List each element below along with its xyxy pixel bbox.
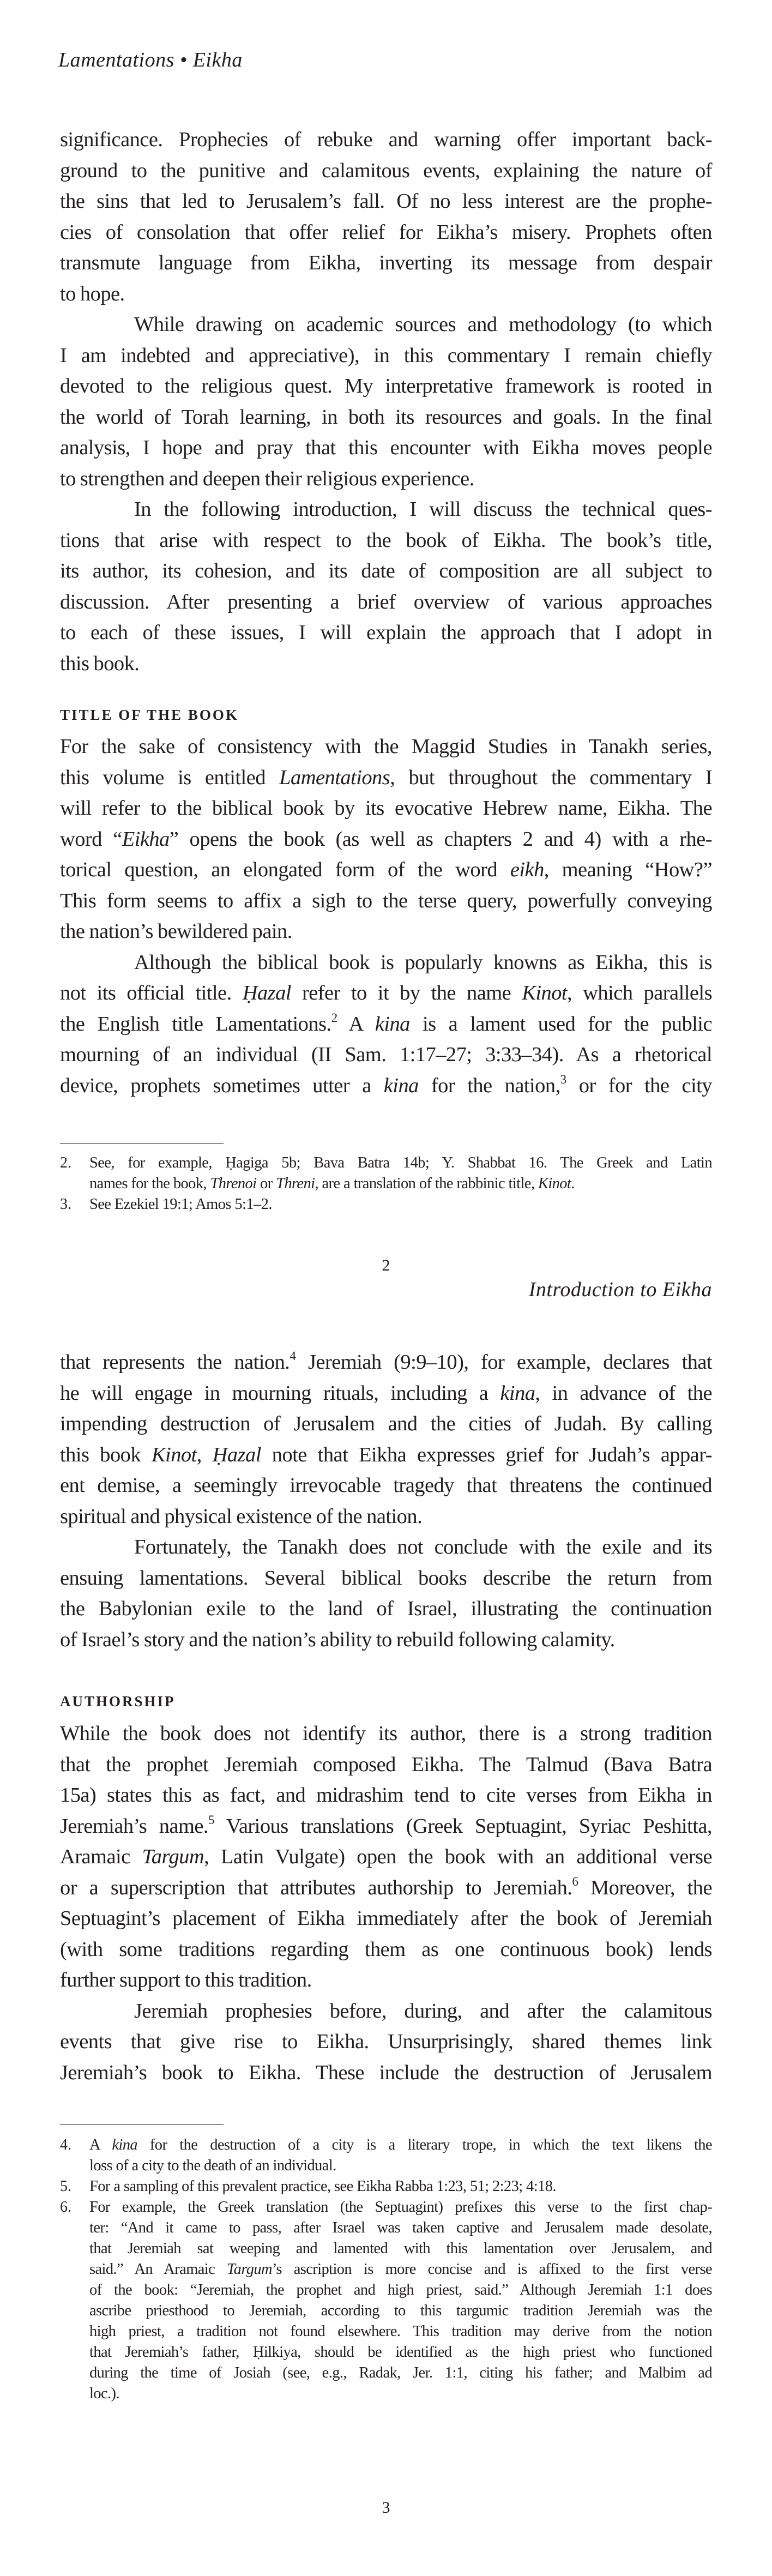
footnote-divider [60,1143,224,1144]
italic-term: kina [383,1074,419,1097]
text-line: that represents the nation.$^4$ Jeremiah (9:9–10), for example, declares that [60,1349,713,1374]
footnote-line: of the book: “Jeremiah, the prophet and high priest, said.” Although Jeremiah 1:1 does [89,2282,712,2298]
italic-term: Kinot [151,1443,197,1466]
footnote-line: said.” An Aramaic Targum’s ascription is more concise and is affixed to the first verse [89,2261,712,2278]
footnote-line: See Ezekiel 19:1; Amos 5:1–2. [89,1196,272,1213]
text-line: this book Kinot, Ḥazal note that Eikha expresses grief for Judah’s appar- [60,1443,712,1466]
text-line: this volume is entitled Lamentations, but throughout the commentary I [60,766,712,789]
text-line: analysis, I hope and pray that this encounter with Eikha moves people [60,436,712,459]
text-line: to strengthen and deepen their religious experience. [60,467,474,490]
footnote-line: ter: “And it came to pass, after Israel was taken captive and Jerusalem made desolate, [89,2219,712,2236]
paragraph [60,494,712,679]
footnote-number: 2. [60,1154,71,1171]
footnote-ref[interactable]: 2 [331,1010,337,1025]
footnote-5 [60,2176,712,2197]
text-line: mourning of an individual (II Sam. 1:17–27; 3:33–34). As a rhetorical [60,1043,712,1066]
text-line: its author, its cohesion, and its date of composition are all subject to [60,559,712,582]
paragraph [60,1996,712,2089]
italic-term: Ḥazal [212,1443,261,1466]
page3-footnotes [60,2135,712,2404]
section-heading-title-of-the-book: TITLE OF THE BOOK [60,707,239,723]
text-line: (with some traditions regarding them as one continuous book) lends [60,1937,712,1961]
text-line: spiritual and physical existence of the nation. [60,1504,423,1528]
text-line: or a superscription that attributes authorship to Jeremiah.$^6$ Moreover, the [60,1874,712,1899]
paragraph [60,947,712,1102]
page2-body [60,124,712,679]
paragraph [60,124,712,309]
text-line: to each of these issues, I will explain the approach that I adopt in [60,621,712,644]
text-line: ensuing lamentations. Several biblical books describe the return from [60,1566,712,1590]
footnote-line: loss of a city to the death of an individual. [89,2157,336,2174]
italic-term: eikh [510,858,544,881]
footnote-line: A kina for the destruction of a city is a literary trope, in which the text likens the [89,2136,712,2153]
italic-term: Lamentations [279,766,390,789]
text-line: will refer to the biblical book by its evocative Hebrew name, Eikha. The [60,797,712,820]
footnote-line: ascribe priesthood to Jeremiah, according to this targumic tradition Jeremiah was the [89,2302,712,2319]
footnote-number: 6. [60,2199,71,2216]
text-line: Although the biblical book is popularly knowns as Eikha, this is [134,950,712,974]
text-line: device, prophets sometimes utter a kina for the nation,$^3$ or for the city [60,1072,712,1097]
footnote-6 [60,2197,712,2404]
footnote-3 [60,1194,712,1215]
text-line: transmute language from Eikha, inverting its message from despair [60,251,712,274]
text-line: I am indebted and appreciative), in this commentary I remain chiefly [60,344,712,367]
text-line: discussion. After presenting a brief overview of various approaches [60,590,712,613]
text-line: events that give rise to Eikha. Unsurprisingly, shared themes link [60,2030,712,2053]
text-line: 15a) states this as fact, and midrashim tend to cite verses from Eikha in [60,1784,712,1807]
paragraph [60,1718,712,1996]
text-line: this book. [60,652,140,675]
text-line: This form seems to affix a sigh to the terse query, powerfully conveying [60,889,712,912]
text-line: that the prophet Jeremiah composed Eikha. The Talmud (Bava Batra [60,1753,712,1776]
paragraph [60,1347,712,1532]
footnote-number: 4. [60,2136,71,2153]
footnote-line: For a sampling of this prevalent practice, see Eikha Rabba 1:23, 51; 2:23; 4:18. [89,2178,556,2195]
footnote-ref[interactable]: 3 [560,1072,566,1086]
text-line: Jeremiah’s book to Eikha. These include the destruction of Jerusalem [60,2061,712,2084]
running-head-book-title: Lamentations • Eikha [58,49,243,71]
paragraph [60,731,712,947]
text-line: Jeremiah’s name.$^5$ Various translations (Greek Septuagint, Syriac Peshitta, [60,1812,712,1838]
text-line: While the book does not identify its author, there is a strong tradition [60,1722,712,1745]
page3-body-section [60,1718,712,2088]
footnote-line: See, for example, Ḥagiga 5b; Bava Batra 14b; Y. Shabbat 16. The Greek and Latin [89,1154,712,1171]
footnote-line: For example, the Greek translation (the Septuagint) prefixes this verse to the first chap- [89,2199,712,2216]
italic-term: Eikha [122,827,170,851]
text-line: Septuagint’s placement of Eikha immediately after the book of Jeremiah [60,1907,712,1930]
footnote-ref[interactable]: 4 [290,1349,296,1363]
paragraph [60,1532,712,1655]
italic-term: Ḥazal [242,982,291,1004]
text-line: tions that arise with respect to the book of Eikha. The book’s title, [60,528,712,552]
text-line: While drawing on academic sources and methodology (to which [134,313,712,336]
text-line: word “Eikha” opens the book (as well as chapters 2 and 4) with a rhe- [60,827,712,851]
text-line: torical question, an elongated form of the word eikh, meaning “How?” [60,858,712,881]
text-line: cies of consolation that offer relief for Eikha’s misery. Prophets often [60,220,712,244]
text-line: the sins that led to Jerusalem’s fall. Of no less interest are the prophe- [60,190,712,213]
text-line: Jeremiah prophesies before, during, and after the calamitous [134,1999,712,2023]
text-line: In the following introduction, I will discuss the technical ques- [134,498,712,521]
footnote-ref[interactable]: 5 [208,1812,214,1827]
page2-body-section [60,731,712,1101]
footnote-line: loc.). [89,2385,119,2402]
text-line: the world of Torah learning, in both its resources and goals. In the final [60,405,712,429]
page2-footnotes [60,1153,712,1215]
text-line: he will engage in mourning rituals, including a kina, in advance of the [60,1381,712,1405]
text-line: the nation’s bewildered pain. [60,920,292,943]
page-number: 3 [382,2499,390,2517]
running-head-section-title: Introduction to Eikha [528,1278,712,1301]
page3-body [60,1347,712,1655]
footnote-line: that Jeremiah sat weeping and lamented with this lamentation over Jerusalem, and [89,2240,712,2257]
italic-term: kina [500,1381,535,1405]
footnote-line: names for the book, Threnoi or Threni, are a translation of the rabbinic title, Kinot. [89,1175,575,1192]
italic-term: kina [375,1012,410,1036]
footnote-line: during the time of Josiah (see, e.g., Radak, Jer. 1:1, citing his father; and Malbim ad [89,2364,712,2381]
text-line: Fortunately, the Tanakh does not conclude with the exile and its [134,1536,712,1558]
text-line: devoted to the religious quest. My interpretative framework is rooted in [60,375,712,398]
italic-term: Targum [142,1845,204,1868]
footnote-number: 5. [60,2178,71,2195]
footnote-4 [60,2135,712,2176]
text-line: ent demise, a seemingly irrevocable tragedy that threatens the continued [60,1474,712,1497]
footnote-ref[interactable]: 6 [572,1874,578,1888]
page-number: 2 [382,1256,390,1274]
italic-term: Kinot [522,982,568,1004]
text-line: to hope. [60,282,125,305]
footnote-2 [60,1153,712,1194]
text-line: For the sake of consistency with the Maggid Studies in Tanakh series, [60,735,712,758]
footnote-line: that Jeremiah’s father, Ḥilkiya, should be identified as the high priest who functioned [89,2344,712,2361]
text-line: Aramaic Targum, Latin Vulgate) open the book with an additional verse [60,1845,712,1868]
text-line: significance. Prophecies of rebuke and warning offer important back- [60,128,712,151]
text-line: ground to the punitive and calamitous events, explaining the nature of [60,159,712,182]
text-line: the Babylonian exile to the land of Israel, illustrating the continuation [60,1597,712,1620]
footnote-number: 3. [60,1196,71,1213]
footnote-line: high priest, a tradition not found elsewhere. This tradition may derive from the notion [89,2323,712,2340]
text-line: further support to this tradition. [60,1969,312,1991]
text-line: of Israel’s story and the nation’s ability to rebuild following calamity. [60,1628,615,1651]
text-line: not its official title. Ḥazal refer to it by the name Kinot, which parallels [60,982,712,1004]
paragraph [60,309,712,494]
footnote-divider [60,2124,224,2125]
text-line: impending destruction of Jerusalem and the cities of Judah. By calling [60,1412,712,1435]
section-heading-authorship: AUTHORSHIP [60,1693,176,1710]
text-line: the English title Lamentations.$^2$ A kina is a lament used for the public [60,1010,712,1036]
